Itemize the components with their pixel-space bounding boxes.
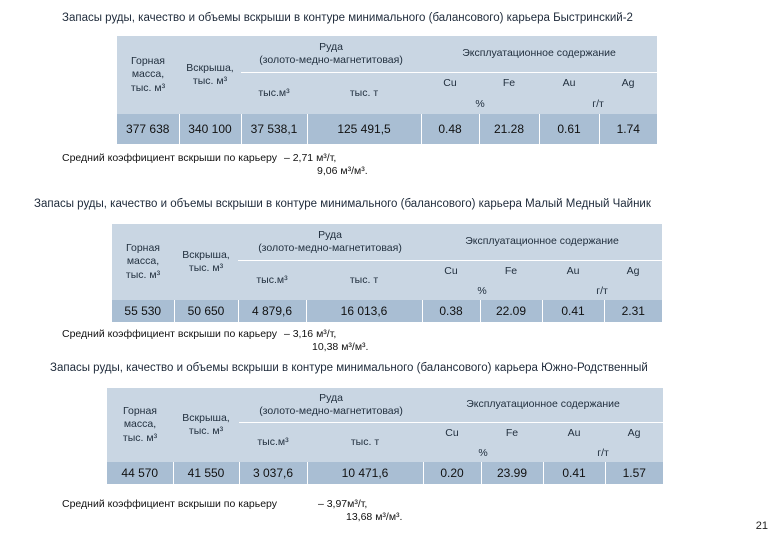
reserves-table-2	[112, 224, 662, 322]
col-ore-t: тыс. т	[307, 422, 423, 462]
cell-ag: 1.74	[599, 114, 657, 144]
cell-mass: 55 530	[112, 300, 174, 322]
note-ratio-t: – 2,71 м³/т,	[283, 152, 337, 164]
col-ag: Ag	[604, 260, 662, 282]
col-ore-header: Руда (золото-медно-магнетитовая)	[238, 224, 422, 260]
cell-mass: 377 638	[117, 114, 179, 144]
cell-ag: 1.57	[605, 462, 663, 484]
cell-ore-t: 10 471,6	[307, 462, 423, 484]
cell-ag: 2.31	[604, 300, 662, 322]
col-au: Au	[543, 422, 605, 444]
unit-gt: г/т	[542, 282, 662, 300]
col-ore-m3: тыс.м³	[241, 72, 307, 114]
col-ag: Ag	[605, 422, 663, 444]
cell-stripping: 340 100	[179, 114, 241, 144]
col-fe: Fe	[481, 422, 543, 444]
col-mass-header: Горная масса, тыс. м³	[117, 36, 179, 114]
note-label: Средний коэффициент вскрыши по карьеру	[62, 152, 278, 164]
note-label: Средний коэффициент вскрыши по карьеру	[62, 498, 278, 510]
note-ratio-t: – 3,97м³/т,	[317, 498, 368, 510]
unit-gt: г/т	[543, 444, 663, 462]
note-ratio-m3: 13,68 м³/м³.	[346, 511, 403, 524]
cell-cu: 0.20	[423, 462, 481, 484]
col-fe: Fe	[479, 72, 539, 94]
reserves-table-1	[117, 36, 657, 144]
unit-percent: %	[421, 94, 539, 114]
cell-ore-t: 16 013,6	[306, 300, 422, 322]
note-ratio-m3: 10,38 м³/м³.	[312, 341, 369, 354]
cell-fe: 22.09	[480, 300, 542, 322]
stripping-ratio-note-2	[62, 328, 368, 354]
page-number: 21	[755, 520, 768, 532]
col-stripping-header: Вскрыша, тыс. м³	[173, 388, 239, 462]
note-ratio-t: – 3,16 м³/т,	[283, 328, 337, 340]
col-mass-header: Горная масса, тыс. м³	[107, 388, 173, 462]
cell-stripping: 41 550	[173, 462, 239, 484]
col-stripping-header: Вскрыша, тыс. м³	[174, 224, 238, 300]
cell-ore-t: 125 491,5	[307, 114, 421, 144]
col-exploit-header: Эксплуатационное содержание	[422, 224, 662, 260]
col-fe: Fe	[480, 260, 542, 282]
reserves-table-3	[107, 388, 663, 484]
col-ore-m3: тыс.м³	[239, 422, 307, 462]
cell-au: 0.61	[539, 114, 599, 144]
unit-percent: %	[423, 444, 543, 462]
col-ag: Ag	[599, 72, 657, 94]
unit-gt: г/т	[539, 94, 657, 114]
col-ore-t: тыс. т	[307, 72, 421, 114]
col-ore-header: Руда (золото-медно-магнетитовая)	[241, 36, 421, 72]
col-exploit-header: Эксплуатационное содержание	[423, 388, 663, 422]
col-cu: Cu	[423, 422, 481, 444]
cell-cu: 0.38	[422, 300, 480, 322]
cell-mass: 44 570	[107, 462, 173, 484]
cell-au: 0.41	[542, 300, 604, 322]
col-mass-header: Горная масса, тыс. м³	[112, 224, 174, 300]
cell-stripping: 50 650	[174, 300, 238, 322]
col-cu: Cu	[421, 72, 479, 94]
cell-ore-m3: 4 879,6	[238, 300, 306, 322]
col-au: Au	[539, 72, 599, 94]
cell-au: 0.41	[543, 462, 605, 484]
cell-fe: 23.99	[481, 462, 543, 484]
section-title-2: Запасы руды, качество и объемы вскрыши в контуре минимального (балансового) карьера Малый Медный Чайник	[34, 198, 651, 210]
section-title-3: Запасы руды, качество и объемы вскрыши в контуре минимального (балансового) карьера Южно-Родственный	[50, 362, 648, 374]
note-label: Средний коэффициент вскрыши по карьеру	[62, 328, 278, 340]
note-ratio-m3: 9,06 м³/м³.	[317, 165, 368, 178]
cell-ore-m3: 37 538,1	[241, 114, 307, 144]
col-au: Au	[542, 260, 604, 282]
col-cu: Cu	[422, 260, 480, 282]
stripping-ratio-note-3	[62, 498, 402, 524]
cell-fe: 21.28	[479, 114, 539, 144]
stripping-ratio-note-1	[62, 152, 368, 178]
col-ore-t: тыс. т	[306, 260, 422, 300]
cell-cu: 0.48	[421, 114, 479, 144]
cell-ore-m3: 3 037,6	[239, 462, 307, 484]
col-exploit-header: Эксплуатационное содержание	[421, 36, 657, 72]
section-title-1: Запасы руды, качество и объемы вскрыши в контуре минимального (балансового) карьера Быстринский-2	[62, 12, 633, 24]
col-ore-header: Руда (золото-медно-магнетитовая)	[239, 388, 423, 422]
unit-percent: %	[422, 282, 542, 300]
col-ore-m3: тыс.м³	[238, 260, 306, 300]
col-stripping-header: Вскрыша, тыс. м³	[179, 36, 241, 114]
